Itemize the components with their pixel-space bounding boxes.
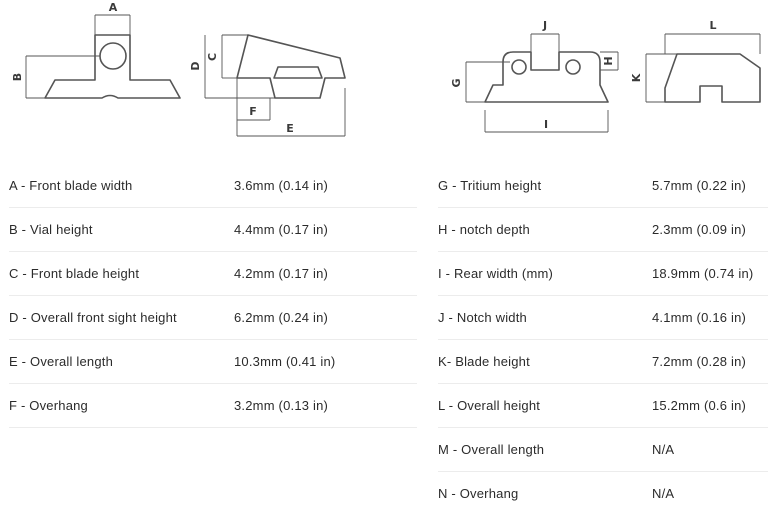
spec-label: J - Notch width [438, 310, 527, 325]
front-sight-front-view [11, 1, 180, 98]
spec-label: N - Overhang [438, 486, 519, 501]
dim-label-k: K [630, 73, 643, 83]
spec-row [9, 164, 417, 208]
spec-value: 5.7mm (0.22 in) [652, 178, 747, 193]
spec-label: L - Overall height [438, 398, 541, 413]
spec-row [438, 208, 768, 252]
dim-label-g: G [450, 78, 463, 88]
rear-sight-side-view [630, 19, 760, 102]
spec-label: K- Blade height [438, 354, 530, 369]
spec-label: G - Tritium height [438, 178, 542, 193]
dim-label-c: C [206, 52, 219, 62]
spec-value: N/A [652, 486, 675, 501]
dim-label-f: F [249, 105, 257, 118]
spec-value: 3.2mm (0.13 in) [234, 398, 329, 413]
dim-label-a: A [108, 1, 118, 14]
spec-label: B - Vial height [9, 222, 93, 237]
dim-label-j: J [542, 19, 548, 32]
spec-value: 4.2mm (0.17 in) [234, 266, 329, 281]
spec-label: C - Front blade height [9, 266, 140, 281]
spec-label: M - Overall length [438, 442, 545, 457]
dim-label-d: D [189, 61, 202, 71]
spec-label: D - Overall front sight height [9, 310, 177, 325]
dim-label-h: H [602, 56, 615, 66]
rear-sight-specs-table [438, 164, 768, 515]
spec-value: 4.4mm (0.17 in) [234, 222, 329, 237]
spec-row [438, 252, 768, 296]
front-sight-side-view [189, 35, 345, 136]
spec-row [438, 428, 768, 472]
spec-row [438, 296, 768, 340]
spec-row [438, 164, 768, 208]
spec-label: E - Overall length [9, 354, 114, 369]
dim-label-l: L [709, 19, 717, 32]
spec-row [9, 252, 417, 296]
sight-dimension-diagram [0, 0, 768, 150]
front-sight-specs-table [9, 164, 417, 428]
spec-row [9, 296, 417, 340]
spec-value: 4.1mm (0.16 in) [652, 310, 747, 325]
spec-value: 6.2mm (0.24 in) [234, 310, 329, 325]
spec-row [438, 384, 768, 428]
spec-row [9, 208, 417, 252]
spec-label: I - Rear width (mm) [438, 266, 554, 281]
spec-row [438, 472, 768, 515]
spec-value: 3.6mm (0.14 in) [234, 178, 329, 193]
spec-row [9, 384, 417, 428]
spec-label: H - notch depth [438, 222, 530, 237]
spec-value: 7.2mm (0.28 in) [652, 354, 747, 369]
dim-label-b: B [11, 72, 24, 82]
dim-label-e: E [286, 122, 294, 135]
spec-value: 15.2mm (0.6 in) [652, 398, 747, 413]
spec-label: F - Overhang [9, 398, 88, 413]
dim-label-i: I [543, 118, 549, 131]
rear-sight-rear-view [450, 19, 618, 132]
spec-label: A - Front blade width [9, 178, 133, 193]
spec-row [438, 340, 768, 384]
spec-value: 2.3mm (0.09 in) [652, 222, 747, 237]
spec-value: N/A [652, 442, 675, 457]
spec-value: 18.9mm (0.74 in) [652, 266, 754, 281]
spec-value: 10.3mm (0.41 in) [234, 354, 336, 369]
spec-row [9, 340, 417, 384]
